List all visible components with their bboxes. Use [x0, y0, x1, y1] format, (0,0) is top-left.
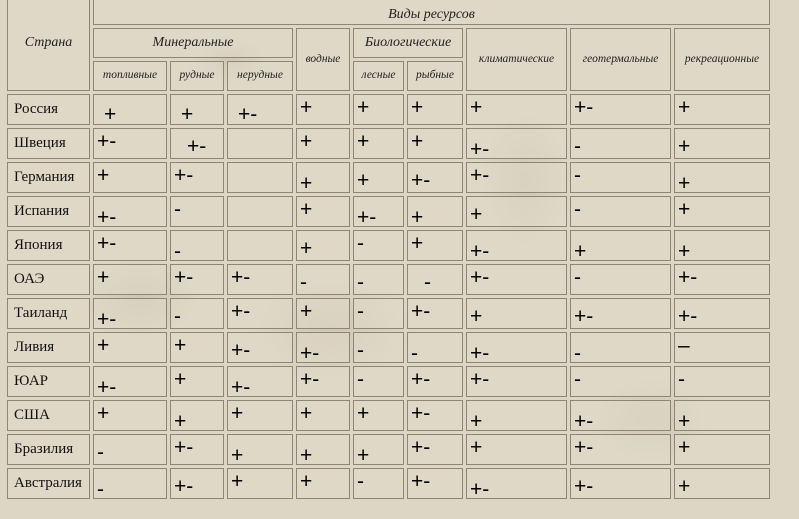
resource-cell: [296, 468, 350, 499]
table-row: [7, 196, 770, 227]
resource-cell: [227, 230, 293, 261]
resource-mark: +-: [574, 436, 594, 459]
country-name: США: [7, 400, 90, 431]
resource-cell: [674, 400, 770, 431]
header-water: водные: [296, 28, 350, 91]
table-row: [7, 434, 770, 465]
resource-mark: +-: [470, 368, 490, 391]
resource-cell: [674, 298, 770, 329]
resource-cell: [570, 264, 671, 295]
resource-mark: +-: [97, 130, 117, 153]
resource-cell: [93, 332, 167, 363]
resource-mark: +-: [574, 410, 594, 433]
resource-mark: +: [300, 198, 313, 221]
resource-cell: [407, 434, 463, 465]
resource-cell: [170, 434, 224, 465]
resource-cell: [407, 332, 463, 363]
resource-cell: [466, 264, 567, 295]
resource-cell: [296, 400, 350, 431]
resource-cell: [170, 400, 224, 431]
resource-mark: +: [357, 130, 370, 153]
resource-mark: +: [470, 410, 483, 433]
resource-mark: +: [174, 334, 187, 357]
resource-cell: [466, 400, 567, 431]
table-row: [7, 332, 770, 363]
header-recreational: рекреационные: [674, 28, 770, 91]
resource-cell: [407, 230, 463, 261]
resource-mark: +-: [174, 164, 194, 187]
resource-mark: +: [678, 240, 691, 263]
resource-mark: +-: [411, 300, 431, 323]
header-climatic: климатические: [466, 28, 567, 91]
resource-cell: [170, 332, 224, 363]
resource-cell: [407, 468, 463, 499]
resource-cell: [170, 468, 224, 499]
country-name: Таиланд: [7, 298, 90, 329]
resource-cell: [570, 332, 671, 363]
resource-mark: +: [574, 240, 587, 263]
table-row: [7, 298, 770, 329]
resource-mark: +-: [470, 240, 490, 263]
country-name: Австралия: [7, 468, 90, 499]
resource-cell: [466, 434, 567, 465]
resource-cell: [407, 298, 463, 329]
resource-mark: +: [470, 436, 483, 459]
resource-cell: [170, 128, 224, 159]
resource-mark: -: [174, 240, 181, 263]
resource-mark: +: [678, 410, 691, 433]
resource-cell: [407, 196, 463, 227]
resource-mark: +: [678, 436, 691, 459]
resource-mark: -: [97, 478, 104, 501]
resource-cell: [296, 230, 350, 261]
resource-mark: +: [300, 172, 313, 195]
resource-mark: +-: [97, 206, 117, 229]
resource-mark: +-: [174, 475, 194, 498]
resource-mark: +: [411, 96, 424, 119]
resource-mark: +-: [300, 342, 320, 365]
resource-mark: -: [574, 135, 581, 158]
header-mineral: Минеральные: [93, 28, 293, 58]
resource-mark: +: [181, 103, 194, 126]
resource-cell: [407, 162, 463, 193]
resource-cell: [296, 162, 350, 193]
resource-cell: [227, 366, 293, 397]
resource-mark: -: [357, 232, 364, 255]
resource-mark: +: [678, 172, 691, 195]
resource-mark: +: [174, 410, 187, 433]
resource-cell: [93, 128, 167, 159]
resource-cell: [93, 366, 167, 397]
resource-mark: +: [300, 237, 313, 260]
resource-mark: -: [357, 368, 364, 391]
country-name: Германия: [7, 162, 90, 193]
resource-cell: [296, 298, 350, 329]
resource-cell: [570, 366, 671, 397]
resource-mark: +-: [97, 308, 117, 331]
resource-mark: -: [574, 164, 581, 187]
resource-cell: [170, 264, 224, 295]
resource-cell: [407, 366, 463, 397]
resource-mark: -: [357, 300, 364, 323]
resource-mark: +-: [231, 266, 251, 289]
resource-mark: +-: [470, 342, 490, 365]
resource-cell: [353, 468, 404, 499]
resource-cell: [227, 94, 293, 125]
resource-mark: +: [97, 334, 110, 357]
resource-cell: [296, 196, 350, 227]
resource-cell: [570, 468, 671, 499]
resource-cell: [170, 196, 224, 227]
table-row: [7, 264, 770, 295]
resource-mark: +: [357, 169, 370, 192]
resource-cell: [407, 400, 463, 431]
resource-cell: [466, 298, 567, 329]
resource-mark: +-: [470, 478, 490, 501]
resource-cell: [296, 264, 350, 295]
resource-cell: [674, 94, 770, 125]
resource-cell: [296, 366, 350, 397]
resource-mark: +: [357, 444, 370, 467]
resource-cell: [93, 162, 167, 193]
resource-mark: +: [231, 470, 244, 493]
resource-cell: [93, 434, 167, 465]
resource-cell: [674, 128, 770, 159]
resource-mark: -: [574, 368, 581, 391]
header-ore: рудные: [170, 61, 224, 91]
resource-cell: [466, 230, 567, 261]
resource-cell: [93, 230, 167, 261]
resource-mark: +-: [574, 475, 594, 498]
resource-cell: [674, 434, 770, 465]
resource-mark: +-: [357, 206, 377, 229]
resource-cell: [227, 468, 293, 499]
resource-mark: +-: [470, 266, 490, 289]
resource-cell: [353, 400, 404, 431]
resource-mark: +: [300, 444, 313, 467]
resource-cell: [353, 230, 404, 261]
country-name: Швеция: [7, 128, 90, 159]
resource-mark: +: [300, 96, 313, 119]
resource-cell: [466, 332, 567, 363]
resource-mark: +: [104, 103, 117, 126]
resource-cell: [227, 162, 293, 193]
resource-cell: [353, 332, 404, 363]
resource-mark: +: [678, 475, 691, 498]
resource-cell: [93, 196, 167, 227]
resource-cell: [93, 298, 167, 329]
resource-mark: +: [470, 305, 483, 328]
resource-cell: [407, 94, 463, 125]
resource-cell: [170, 162, 224, 193]
resource-cell: [227, 332, 293, 363]
resource-cell: [93, 94, 167, 125]
resource-cell: [353, 298, 404, 329]
resource-cell: [227, 264, 293, 295]
resource-mark: +: [231, 402, 244, 425]
resource-mark: +: [300, 470, 313, 493]
resource-mark: +: [470, 96, 483, 119]
resource-mark: +-: [97, 376, 117, 399]
resource-mark: +: [97, 266, 110, 289]
resource-mark: -: [574, 198, 581, 221]
resource-mark: +-: [411, 470, 431, 493]
resource-mark: +-: [231, 376, 251, 399]
resource-cell: [170, 230, 224, 261]
resource-mark: –: [678, 334, 690, 357]
table-row: [7, 230, 770, 261]
resource-cell: [570, 400, 671, 431]
resource-cell: [170, 94, 224, 125]
resource-mark: -: [174, 198, 181, 221]
resource-mark: +-: [574, 96, 594, 119]
header-country: Страна: [7, 0, 90, 91]
resource-mark: -: [300, 271, 307, 294]
resource-mark: +-: [411, 436, 431, 459]
resource-cell: [466, 162, 567, 193]
resource-mark: +-: [411, 368, 431, 391]
resource-cell: [296, 128, 350, 159]
resource-mark: +: [678, 135, 691, 158]
resource-mark: -: [574, 266, 581, 289]
resource-mark: +-: [678, 305, 698, 328]
resource-mark: +: [411, 206, 424, 229]
resource-cell: [570, 196, 671, 227]
resource-mark: -: [574, 342, 581, 365]
resource-mark: +-: [574, 305, 594, 328]
header-forest: лесные: [353, 61, 404, 91]
resource-cell: [296, 332, 350, 363]
resource-mark: +-: [231, 339, 251, 362]
resource-cell: [570, 162, 671, 193]
resource-mark: +: [231, 444, 244, 467]
resource-mark: +-: [238, 103, 258, 126]
table-row: [7, 128, 770, 159]
resource-cell: [674, 230, 770, 261]
resource-cell: [466, 128, 567, 159]
resource-mark: -: [357, 470, 364, 493]
resource-cell: [674, 264, 770, 295]
resource-cell: [227, 400, 293, 431]
resource-mark: +: [411, 232, 424, 255]
header-resources: Виды ресурсов: [93, 0, 770, 25]
table-row: [7, 94, 770, 125]
country-name: ОАЭ: [7, 264, 90, 295]
resource-cell: [227, 196, 293, 227]
header-biological: Биологические: [353, 28, 463, 58]
resource-cell: [227, 298, 293, 329]
header-fuel: топливные: [93, 61, 167, 91]
resource-cell: [570, 94, 671, 125]
resource-mark: -: [357, 271, 364, 294]
resource-cell: [466, 94, 567, 125]
resource-cell: [407, 264, 463, 295]
resource-mark: -: [174, 305, 181, 328]
resource-mark: +-: [231, 300, 251, 323]
resource-cell: [170, 298, 224, 329]
resource-mark: +: [357, 402, 370, 425]
resource-mark: -: [97, 441, 104, 464]
resource-mark: +: [678, 96, 691, 119]
resource-mark: +-: [300, 368, 320, 391]
resource-cell: [570, 298, 671, 329]
resource-cell: [570, 230, 671, 261]
resource-mark: +-: [678, 266, 698, 289]
resource-mark: +: [357, 96, 370, 119]
resource-cell: [296, 434, 350, 465]
resource-mark: +: [678, 198, 691, 221]
resource-mark: +-: [174, 266, 194, 289]
resource-cell: [227, 434, 293, 465]
resource-mark: +: [300, 402, 313, 425]
resource-cell: [466, 468, 567, 499]
resource-mark: -: [424, 271, 431, 294]
resource-cell: [407, 128, 463, 159]
country-name: Россия: [7, 94, 90, 125]
resource-cell: [170, 366, 224, 397]
resource-mark: +: [300, 300, 313, 323]
country-name: Испания: [7, 196, 90, 227]
resource-mark: +-: [97, 232, 117, 255]
country-name: Япония: [7, 230, 90, 261]
resource-cell: [570, 128, 671, 159]
resource-cell: [674, 162, 770, 193]
resource-cell: [466, 366, 567, 397]
resource-mark: +: [470, 203, 483, 226]
header-nonmetal: нерудные: [227, 61, 293, 91]
resource-mark: +: [97, 402, 110, 425]
resource-mark: +: [174, 368, 187, 391]
table-row: [7, 400, 770, 431]
resource-cell: [674, 468, 770, 499]
resource-mark: +: [97, 164, 110, 187]
resource-cell: [466, 196, 567, 227]
resource-mark: +-: [411, 402, 431, 425]
resource-cell: [93, 468, 167, 499]
country-name: ЮАР: [7, 366, 90, 397]
resource-cell: [93, 264, 167, 295]
resource-cell: [353, 162, 404, 193]
resource-mark: -: [357, 339, 364, 362]
resource-cell: [353, 196, 404, 227]
resource-cell: [93, 400, 167, 431]
resource-mark: +: [300, 130, 313, 153]
table-row: [7, 468, 770, 499]
resource-cell: [570, 434, 671, 465]
resource-cell: [353, 366, 404, 397]
resource-cell: [353, 264, 404, 295]
resource-mark: +-: [411, 169, 431, 192]
resource-mark: +-: [470, 138, 490, 161]
resource-cell: [674, 196, 770, 227]
table-row: [7, 162, 770, 193]
resource-cell: [353, 128, 404, 159]
header-fish: рыбные: [407, 61, 463, 91]
resource-cell: [227, 128, 293, 159]
country-name: Бразилия: [7, 434, 90, 465]
table-row: [7, 366, 770, 397]
resource-cell: [674, 332, 770, 363]
resource-mark: +: [411, 130, 424, 153]
resource-mark: -: [678, 368, 685, 391]
country-name: Ливия: [7, 332, 90, 363]
resource-cell: [353, 434, 404, 465]
resource-mark: +-: [174, 436, 194, 459]
resources-table: [4, 0, 773, 502]
resource-cell: [674, 366, 770, 397]
resource-cell: [353, 94, 404, 125]
resource-cell: [296, 94, 350, 125]
resource-mark: -: [411, 342, 418, 365]
header-geothermal: геотермальные: [570, 28, 671, 91]
resource-mark: +-: [470, 164, 490, 187]
resource-mark: +-: [187, 135, 207, 158]
